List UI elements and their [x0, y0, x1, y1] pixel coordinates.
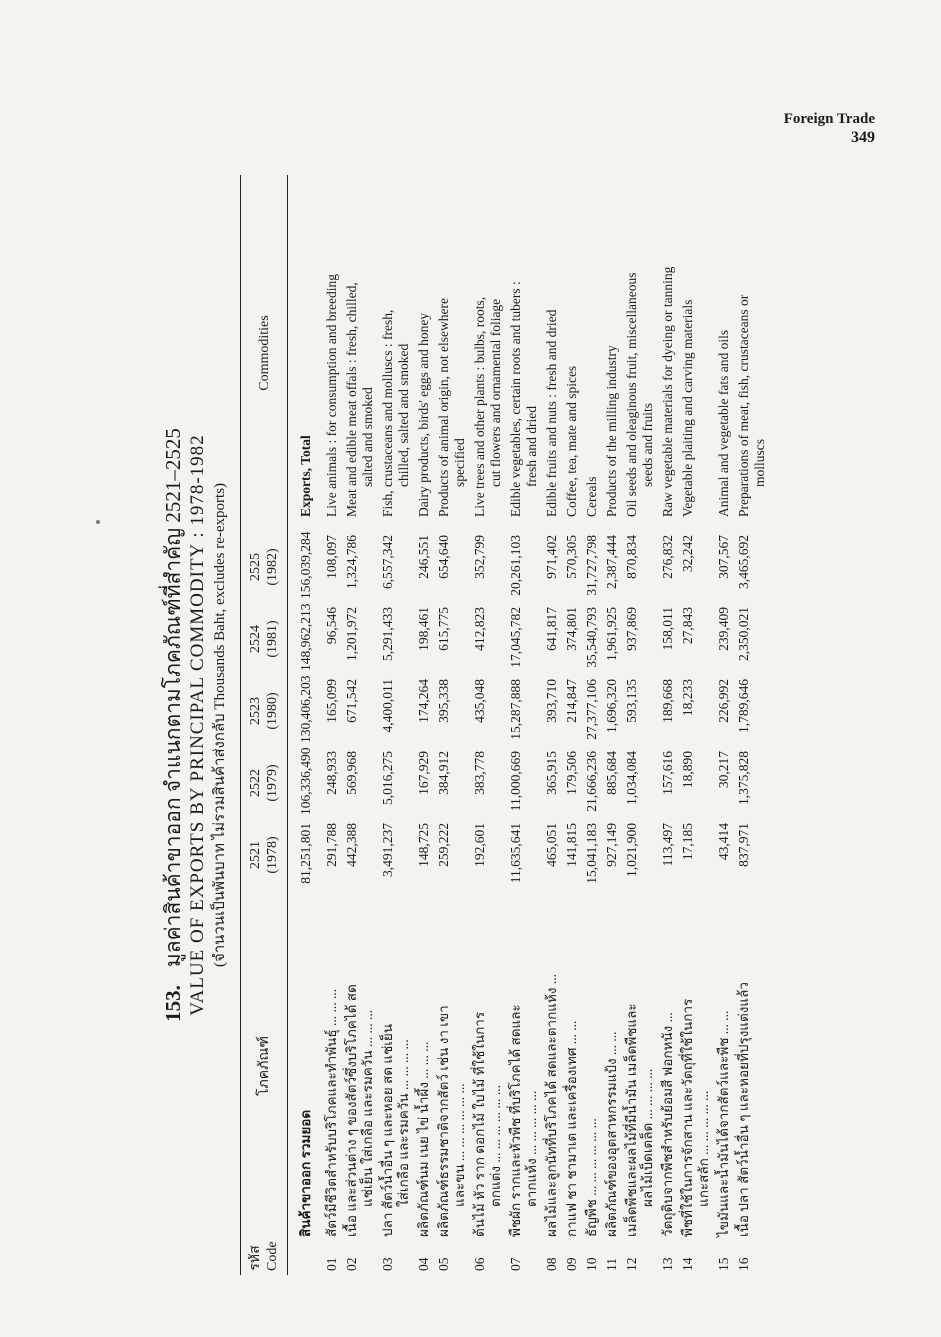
rotated-table-page — [160, 175, 890, 1275]
value-cell: 179,506 — [564, 751, 579, 795]
year-be: 2524 — [248, 625, 263, 653]
table-titles — [160, 175, 230, 1275]
row-english-commodity — [434, 175, 470, 531]
value-cell: 1,696,320 — [604, 679, 619, 733]
value-cell: 885,684 — [604, 751, 619, 795]
value-cell: 113,497 — [660, 823, 675, 867]
row-thai-commodity — [734, 891, 770, 1241]
page-number: 349 — [851, 129, 875, 146]
year-be: 2523 — [248, 697, 263, 725]
value-cell: 1,375,828 — [736, 751, 751, 805]
table-row — [678, 175, 714, 1275]
row-code: 13 — [660, 1257, 675, 1271]
row-english-commodity — [562, 175, 582, 531]
english-line: Preparations of meat, fish, crustaceans or — [736, 294, 751, 517]
thai-line: ต้นไม้ หัว ราก ดอกไม้ ใบไม้ ที่ใช้ในการ — [472, 1011, 487, 1237]
row-code: 08 — [544, 1257, 559, 1271]
english-line: chilled, salted and smoked — [396, 343, 411, 487]
col-year-3 — [241, 675, 288, 747]
table-header — [241, 175, 288, 1275]
row-code: 10 — [584, 1257, 599, 1271]
table-row — [322, 175, 342, 1275]
row-english-commodity — [622, 175, 658, 531]
year-ad: (1979) — [265, 764, 280, 802]
row-english-commodity — [658, 175, 678, 531]
title-thai-text: มูลค่าสินค้าขาออก จำแนกตามโภคภัณฑ์ที่สำคัญ 2521–2525 — [161, 428, 185, 968]
english-line: specified — [452, 438, 467, 487]
row-english-commodity — [288, 175, 323, 531]
thai-line: เนื้อ และส่วนต่าง ๆ ของสัตว์ซึ่งบริโภคได้ สด — [344, 984, 359, 1237]
year-ad: (1978) — [265, 836, 280, 874]
table-row — [506, 175, 542, 1275]
english-line: Animal and vegetable fats and oils — [716, 329, 731, 517]
english-line: Edible fruits and nuts : fresh and dried — [544, 309, 559, 517]
table-row — [622, 175, 658, 1275]
row-code: 07 — [508, 1257, 523, 1271]
row-code: 15 — [716, 1257, 731, 1271]
value-cell: 870,834 — [624, 535, 639, 579]
page-header — [784, 110, 875, 148]
value-cell: 971,402 — [544, 535, 559, 579]
english-line: Live animals : for consumption and breeding — [324, 274, 339, 517]
value-cell: 96,546 — [324, 607, 339, 645]
value-cell: 30,217 — [716, 751, 731, 789]
row-thai-commodity — [562, 891, 582, 1241]
value-cell: 214,847 — [564, 679, 579, 723]
thai-line: ธัญพืช ... ... ... ... ... ... — [584, 1118, 599, 1237]
value-cell: 6,557,342 — [380, 535, 395, 589]
value-cell: 157,616 — [660, 751, 675, 795]
row-code: 06 — [472, 1257, 487, 1271]
table-row — [582, 175, 602, 1275]
thai-line: แช่เย็น ใส่เกลือ และรมควัน ... ... ... — [360, 1009, 375, 1207]
row-english-commodity — [470, 175, 506, 531]
row-english-commodity — [602, 175, 622, 531]
row-thai-commodity — [378, 891, 414, 1241]
row-english-commodity — [322, 175, 342, 531]
thai-line: สัตว์มีชีวิตสำหรับบริโภคและทำพันธุ์ ... ... ... — [324, 988, 339, 1237]
value-cell: 352,799 — [472, 535, 487, 579]
value-cell: 5,016,275 — [380, 751, 395, 805]
value-cell: 837,971 — [736, 823, 751, 867]
thai-line: ไขมันและน้ำมันได้จากสัตว์และพืช ... ... — [716, 1010, 731, 1237]
value-cell: 43,414 — [716, 823, 731, 861]
english-line: Edible vegetables, certain roots and tubers : — [508, 281, 523, 517]
value-cell: 412,823 — [472, 607, 487, 651]
value-cell: 259,222 — [436, 823, 451, 867]
row-code: 16 — [736, 1257, 751, 1271]
row-thai-commodity — [322, 891, 342, 1241]
value-cell: 174,264 — [416, 679, 431, 723]
thai-line: สินค้าขาออก รวมยอด — [298, 1109, 313, 1237]
english-line: cut flowers and ornamental foliage — [488, 298, 503, 487]
row-thai-commodity — [506, 891, 542, 1241]
value-cell: 165,099 — [324, 679, 339, 723]
english-line: Exports, Total — [298, 435, 313, 517]
table-row — [378, 175, 414, 1275]
value-cell: 108,097 — [324, 535, 339, 579]
value-cell: 927,149 — [604, 823, 619, 867]
year-ad: (1982) — [265, 548, 280, 586]
row-thai-commodity — [414, 891, 434, 1241]
value-cell: 395,338 — [436, 679, 451, 723]
value-cell: 654,640 — [436, 535, 451, 579]
row-code: 12 — [624, 1257, 639, 1271]
row-thai-commodity — [622, 891, 658, 1241]
col-code-en: Code — [265, 1241, 280, 1271]
value-cell: 615,775 — [436, 607, 451, 651]
value-cell: 158,011 — [660, 607, 675, 651]
value-cell: 2,387,444 — [604, 535, 619, 589]
value-cell: 27,843 — [680, 607, 695, 645]
value-cell: 15,041,183 — [584, 823, 599, 884]
english-line: molluscs — [752, 438, 767, 487]
thai-line: ใส่เกลือ และรมควัน ... ... ... ... — [396, 1039, 411, 1207]
english-line: salted and smoked — [360, 387, 375, 487]
value-cell: 239,409 — [716, 607, 731, 651]
row-english-commodity — [342, 175, 378, 531]
value-cell: 15,287,888 — [508, 679, 523, 740]
value-cell: 21,666,236 — [584, 751, 599, 812]
table-number: 153. — [161, 985, 185, 1022]
value-cell: 31,727,798 — [584, 535, 599, 596]
table-row — [434, 175, 470, 1275]
col-year-2 — [241, 747, 288, 819]
english-line: Cereals — [584, 476, 599, 517]
value-cell: 1,034,084 — [624, 751, 639, 805]
row-english-commodity — [714, 175, 734, 531]
row-english-commodity — [582, 175, 602, 531]
thai-line: ผลิตภัณฑ์ธรรมชาติจากสัตว์ เช่น งา เขา — [436, 1005, 451, 1237]
value-cell: 442,388 — [344, 823, 359, 867]
english-line: seeds and fruits — [640, 403, 655, 487]
value-cell: 1,789,646 — [736, 679, 751, 733]
year-be: 2522 — [248, 769, 263, 797]
value-cell: 246,551 — [416, 535, 431, 579]
value-cell: 189,668 — [660, 679, 675, 723]
row-english-commodity — [414, 175, 434, 531]
value-cell: 276,832 — [660, 535, 675, 579]
table-row — [562, 175, 582, 1275]
thai-line: ปลา สัตว์น้ำอื่น ๆ และหอย สด แช่เย็น — [380, 1023, 395, 1237]
row-code: 04 — [416, 1257, 431, 1271]
row-thai-commodity — [658, 891, 678, 1241]
title-english: VALUE OF EXPORTS BY PRINCIPAL COMMODITY : 1978-1982 — [187, 434, 208, 1016]
row-thai-commodity — [342, 891, 378, 1241]
value-cell: 17,185 — [680, 823, 695, 861]
value-cell: 384,912 — [436, 751, 451, 795]
thai-line: กาแฟ ชา ชามาเต และเครื่องเทศ ... ... — [564, 1020, 579, 1237]
thai-line: และขน ... ... ... ... ... ... — [452, 1083, 467, 1207]
thai-line: เนื้อ ปลา สัตว์น้ำอื่น ๆ และหอยที่ปรุงแต่งแล้ว — [736, 982, 751, 1237]
table-row — [658, 175, 678, 1275]
year-be: 2525 — [248, 553, 263, 581]
value-cell: 593,135 — [624, 679, 639, 723]
row-english-commodity — [506, 175, 542, 531]
value-cell: 937,869 — [624, 607, 639, 651]
table-row — [542, 175, 562, 1275]
table-row — [288, 175, 323, 1275]
row-code — [288, 1241, 323, 1275]
english-line: Coffee, tea, mate and spices — [564, 365, 579, 517]
value-cell: 11,000,669 — [508, 751, 523, 812]
value-cell: 148,962,213 — [298, 603, 313, 671]
thai-line: แกะสลัก ... ... ... ... ... — [696, 1090, 711, 1207]
value-cell: 32,242 — [680, 535, 695, 573]
english-line: Products of the milling industry — [604, 345, 619, 517]
value-cell: 1,021,900 — [624, 823, 639, 877]
value-cell: 18,233 — [680, 679, 695, 717]
value-cell: 641,817 — [544, 607, 559, 651]
row-english-commodity — [678, 175, 714, 531]
row-english-commodity — [378, 175, 414, 531]
thai-line: ผลไม้เบ็ดเตล็ด ... ... ... ... — [640, 1068, 655, 1207]
row-code: 02 — [344, 1257, 359, 1271]
value-cell: 374,801 — [564, 607, 579, 651]
row-code: 09 — [564, 1257, 579, 1271]
value-cell: 383,778 — [472, 751, 487, 795]
table-row — [342, 175, 378, 1275]
value-cell: 365,915 — [544, 751, 559, 795]
value-cell: 435,048 — [472, 679, 487, 723]
table-row — [414, 175, 434, 1275]
thai-line: ผลิตภัณฑ์นม เนย ไข่ น้ำผึ้ง ... ... ... — [416, 1041, 431, 1237]
english-line: fresh and dried — [524, 406, 539, 487]
row-thai-commodity — [470, 891, 506, 1241]
col-thai-commodity: โภคภัณฑ์ — [256, 1036, 272, 1096]
row-code: 01 — [324, 1257, 339, 1271]
thai-line: พืชผัก รากและหัวพืช ที่บริโภคได้ สดและ — [508, 1004, 523, 1237]
value-cell: 570,305 — [564, 535, 579, 579]
year-ad: (1980) — [265, 692, 280, 730]
value-cell: 3,491,237 — [380, 823, 395, 877]
value-cell: 1,324,786 — [344, 535, 359, 589]
table-body — [288, 175, 771, 1275]
thai-line: วัตถุดิบจากพืชสำหรับย้อมสี ฟอกหนัง ... — [660, 1012, 675, 1237]
thai-line: ตากแห้ง ... ... ... ... ... — [524, 1090, 539, 1207]
title-unit: (จำนวนเป็นพันบาท ไม่รวมสินค้าส่งกลับ Thousands Baht, excludes re-exports) — [212, 482, 228, 968]
value-cell: 192,601 — [472, 823, 487, 867]
table-row — [714, 175, 734, 1275]
value-cell: 248,933 — [324, 751, 339, 795]
row-english-commodity — [542, 175, 562, 531]
row-code: 03 — [380, 1257, 395, 1271]
col-code — [241, 1241, 288, 1275]
col-year-1 — [241, 819, 288, 891]
row-thai-commodity — [434, 891, 470, 1241]
value-cell: 4,400,011 — [380, 679, 395, 733]
english-line: Dairy products, birds' eggs and honey — [416, 312, 431, 517]
value-cell: 35,540,793 — [584, 607, 599, 668]
row-code: 05 — [436, 1257, 451, 1271]
value-cell: 1,201,972 — [344, 607, 359, 661]
value-cell: 17,045,782 — [508, 607, 523, 668]
value-cell: 27,377,106 — [584, 679, 599, 740]
value-cell: 291,788 — [324, 823, 339, 867]
thai-line: เมล็ดพืชและผลไม้ที่มีน้ำมัน เมล็ดพืชและ — [624, 1003, 639, 1237]
value-cell: 106,336,490 — [298, 747, 313, 815]
value-cell: 148,725 — [416, 823, 431, 867]
english-line: Live trees and other plants : bulbs, roots, — [472, 296, 487, 517]
value-cell: 569,968 — [344, 751, 359, 795]
row-english-commodity — [734, 175, 770, 531]
value-cell: 1,961,925 — [604, 607, 619, 661]
value-cell: 393,710 — [544, 679, 559, 723]
exports-table — [240, 175, 770, 1275]
value-cell: 130,406,203 — [298, 675, 313, 743]
value-cell: 307,567 — [716, 535, 731, 579]
english-line: Meat and edible meat offals : fresh, chilled, — [344, 282, 359, 517]
english-line: Vegetable plaiting and carving materials — [680, 299, 695, 517]
value-cell: 11,635,641 — [508, 823, 523, 884]
table-row — [734, 175, 770, 1275]
value-cell: 671,542 — [344, 679, 359, 723]
row-thai-commodity — [542, 891, 562, 1241]
thai-line: ผลิตภัณฑ์ของอุตสาหกรรมแป้ง ... ... — [604, 1031, 619, 1237]
col-commodities: Commodities — [256, 315, 272, 391]
year-ad: (1981) — [265, 620, 280, 658]
section-title: Foreign Trade — [783, 111, 875, 127]
english-line: Products of animal origin, not elsewhere — [436, 298, 451, 517]
row-thai-commodity — [714, 891, 734, 1241]
table-row — [602, 175, 622, 1275]
english-line: Raw vegetable materials for dyeing or tanning — [660, 266, 675, 517]
row-code: 11 — [604, 1258, 619, 1271]
english-line: Oil seeds and oleaginous fruit, miscellaneous — [624, 272, 639, 517]
year-be: 2521 — [248, 841, 263, 869]
row-thai-commodity — [678, 891, 714, 1241]
value-cell: 141,815 — [564, 823, 579, 867]
col-year-5 — [241, 531, 288, 603]
row-thai-commodity — [582, 891, 602, 1241]
thai-line: พืชที่ใช้ในการจักสาน และวัตถุที่ใช้ในการ — [680, 998, 695, 1237]
value-cell: 18,890 — [680, 751, 695, 789]
english-line: Fish, crustaceans and molluscs : fresh, — [380, 309, 395, 517]
value-cell: 167,929 — [416, 751, 431, 795]
value-cell: 2,350,021 — [736, 607, 751, 661]
col-code-thai: รหัส — [248, 1245, 263, 1271]
row-thai-commodity — [288, 891, 323, 1241]
title-thai — [160, 175, 186, 1275]
value-cell: 226,992 — [716, 679, 731, 723]
speck — [96, 520, 100, 524]
value-cell: 156,039,284 — [298, 531, 313, 599]
value-cell: 20,261,103 — [508, 535, 523, 596]
row-code: 14 — [680, 1257, 695, 1271]
table-row — [470, 175, 506, 1275]
thai-line: ตกแต่ง ... ... ... ... ... ... — [488, 1084, 503, 1207]
value-cell: 3,465,692 — [736, 535, 751, 589]
value-cell: 81,251,801 — [298, 823, 313, 884]
value-cell: 5,291,433 — [380, 607, 395, 661]
row-thai-commodity — [602, 891, 622, 1241]
value-cell: 465,051 — [544, 823, 559, 867]
value-cell: 198,461 — [416, 607, 431, 651]
thai-line: ผลไม้และลูกนัทที่บริโภคได้ สดและตากแห้ง ... — [544, 974, 559, 1237]
col-year-4 — [241, 603, 288, 675]
